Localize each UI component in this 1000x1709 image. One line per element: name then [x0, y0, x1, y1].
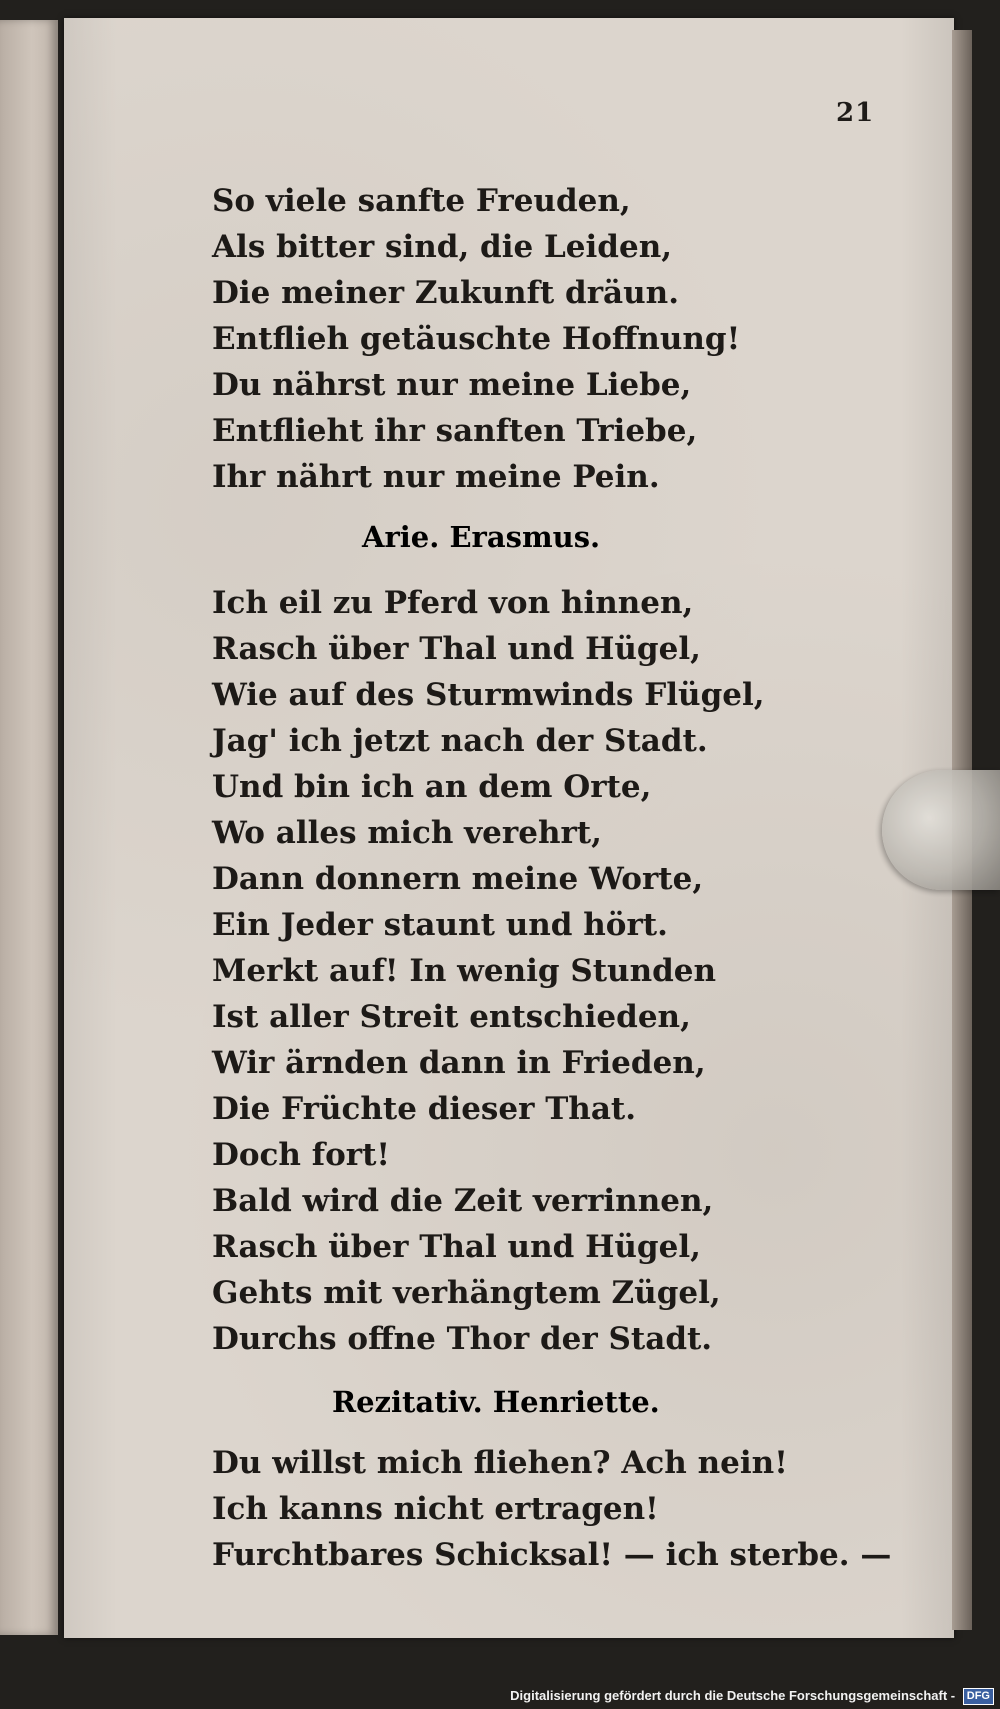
verse-line: Und bin ich an dem Orte,: [212, 769, 652, 805]
verse-line: Entflieh getäuschte Hoffnung!: [212, 321, 741, 357]
verse-line: Doch fort!: [212, 1137, 391, 1173]
verse-line: Rasch über Thal und Hügel,: [212, 1229, 701, 1265]
verse-line: Gehts mit verhängtem Zügel,: [212, 1275, 721, 1311]
stanza-3: [212, 1440, 892, 1578]
verse-line: Wie auf des Sturmwinds Flügel,: [212, 677, 765, 713]
verse-line: Die Früchte dieser That.: [212, 1091, 637, 1127]
verse-line: Ein Jeder staunt und hört.: [212, 907, 668, 943]
verse-line: Als bitter sind, die Leiden,: [212, 229, 673, 265]
verse-line: Durchs offne Thor der Stadt.: [212, 1321, 713, 1357]
verse-line: Wo alles mich verehrt,: [212, 815, 602, 851]
verse-line: Ich kanns nicht ertragen!: [212, 1491, 659, 1527]
digitization-credit: [510, 1683, 994, 1709]
verse-line: Du willst mich fliehen? Ach nein!: [212, 1445, 788, 1481]
verse-line: So viele sanfte Freuden,: [212, 183, 631, 219]
verse-line: Bald wird die Zeit verrinnen,: [212, 1183, 714, 1219]
verse-line: Rasch über Thal und Hügel,: [212, 631, 701, 667]
verse-line: Ich eil zu Pferd von hinnen,: [212, 585, 694, 621]
section-heading-recitative: Rezitativ. Henriette.: [332, 1385, 660, 1419]
stanza-1: [212, 178, 872, 500]
verse-line: Ihr nährt nur meine Pein.: [212, 459, 660, 495]
verse-line: Jag' ich jetzt nach der Stadt.: [212, 723, 708, 759]
credit-text: Digitalisierung gefördert durch die Deutsche Forschungsgemeinschaft -: [510, 1688, 956, 1703]
section-heading-aria: Arie. Erasmus.: [362, 520, 601, 554]
verse-line: Ist aller Streit entschieden,: [212, 999, 691, 1035]
verse-line: Die meiner Zukunft dräun.: [212, 275, 679, 311]
page-clip: [882, 770, 1000, 890]
facing-page-edge: [0, 20, 58, 1635]
stanza-2: [212, 580, 872, 1362]
verse-line: Du nährst nur meine Liebe,: [212, 367, 692, 403]
verse-line: Wir ärnden dann in Frieden,: [212, 1045, 706, 1081]
page-number: 21: [836, 98, 875, 128]
verse-line: Furchtbares Schicksal! — ich sterbe. —: [212, 1537, 892, 1573]
dfg-logo: DFG: [963, 1688, 994, 1705]
verse-line: Entflieht ihr sanften Triebe,: [212, 413, 698, 449]
verse-line: Merkt auf! In wenig Stunden: [212, 953, 717, 989]
verse-line: Dann donnern meine Worte,: [212, 861, 704, 897]
